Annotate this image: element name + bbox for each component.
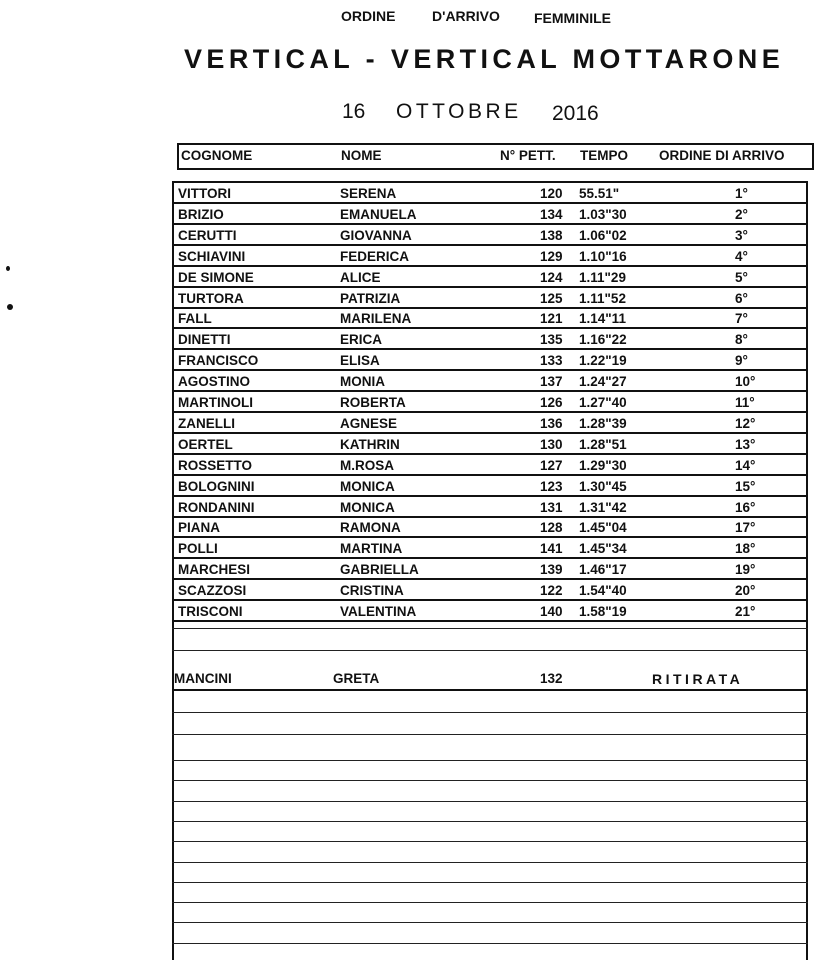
cell-tempo: 1.10"16	[579, 248, 627, 264]
retired-cognome: MANCINI	[174, 671, 232, 686]
column-pettorale: N° PETT.	[500, 148, 556, 163]
cell-nome: EMANUELA	[340, 206, 417, 222]
cell-pettorale: 137	[540, 374, 563, 390]
cell-tempo: 1.45"04	[579, 520, 627, 536]
cell-ordine: 19°	[735, 562, 756, 578]
table-row	[172, 601, 808, 622]
cell-tempo: 1.45"34	[579, 541, 627, 557]
retired-row	[172, 669, 808, 691]
empty-row-line	[172, 712, 808, 713]
table-row	[172, 497, 808, 518]
cell-nome: FEDERICA	[340, 248, 410, 264]
cell-tempo: 1.54"40	[579, 583, 627, 599]
empty-row-line	[172, 882, 808, 883]
empty-row-line	[172, 650, 808, 651]
cell-nome: CRISTINA	[340, 583, 404, 599]
cell-cognome: AGOSTINO	[178, 374, 251, 390]
cell-pettorale: 121	[540, 311, 563, 327]
cell-tempo: 1.46"17	[579, 562, 627, 578]
cell-tempo: 1.58"19	[579, 604, 627, 619]
empty-row-line	[172, 862, 808, 863]
cell-ordine: 6°	[735, 290, 748, 306]
cell-nome: MARILENA	[340, 311, 412, 327]
cell-cognome: PIANA	[178, 520, 221, 536]
cell-nome: ELISA	[340, 353, 380, 369]
cell-nome: MONIA	[340, 374, 385, 390]
cell-cognome: MARCHESI	[178, 562, 251, 578]
retired-nome: GRETA	[333, 671, 380, 686]
cell-nome: GIOVANNA	[340, 227, 412, 243]
cell-ordine: 4°	[735, 248, 748, 264]
cell-cognome: ROSSETTO	[178, 457, 253, 473]
heading-arrivo: D'ARRIVO	[432, 8, 500, 24]
cell-nome: MONICA	[340, 499, 395, 515]
cell-nome: M.ROSA	[340, 457, 394, 473]
cell-ordine: 7°	[735, 311, 748, 327]
cell-cognome: TURTORA	[178, 290, 244, 306]
table-row	[172, 204, 808, 225]
table-row	[172, 267, 808, 288]
cell-ordine: 17°	[735, 520, 756, 536]
cell-pettorale: 131	[540, 499, 563, 515]
cell-ordine: 9°	[735, 353, 748, 369]
empty-row-line	[172, 780, 808, 781]
cell-pettorale: 123	[540, 478, 563, 494]
cell-cognome: DINETTI	[178, 332, 231, 348]
table-row	[172, 476, 808, 497]
date-month: OTTOBRE	[396, 100, 522, 123]
cell-tempo: 1.30"45	[579, 478, 627, 494]
cell-nome: ERICA	[340, 332, 383, 348]
cell-cognome: MARTINOLI	[178, 395, 253, 410]
cell-tempo: 1.22"19	[579, 353, 627, 369]
cell-cognome: CERUTTI	[178, 227, 237, 243]
empty-row-line	[172, 734, 808, 735]
page-title: VERTICAL - VERTICAL MOTTARONE	[184, 44, 785, 74]
cell-ordine: 16°	[735, 499, 756, 515]
table-row	[172, 246, 808, 267]
empty-row-line	[172, 760, 808, 761]
cell-cognome: RONDANINI	[178, 499, 255, 515]
empty-row-line	[172, 821, 808, 822]
cell-ordine: 2°	[735, 206, 748, 222]
table-row	[172, 455, 808, 476]
table-row	[172, 288, 808, 309]
heading-ordine: ORDINE	[341, 8, 396, 24]
table-row	[172, 329, 808, 350]
cell-nome: VALENTINA	[340, 604, 417, 619]
table-row	[172, 225, 808, 246]
cell-pettorale: 139	[540, 562, 563, 578]
cell-tempo: 1.31"42	[579, 499, 627, 515]
cell-ordine: 21°	[735, 604, 756, 619]
cell-ordine: 12°	[735, 415, 756, 431]
date-day: 16	[342, 100, 366, 123]
column-nome: NOME	[341, 148, 382, 163]
column-tempo: TEMPO	[580, 148, 629, 163]
cell-nome: SERENA	[340, 186, 397, 201]
cell-pettorale: 134	[540, 206, 563, 222]
cell-ordine: 20°	[735, 583, 756, 599]
empty-row-line	[172, 841, 808, 842]
cell-pettorale: 136	[540, 415, 563, 431]
table-row	[172, 559, 808, 580]
cell-ordine: 5°	[735, 269, 748, 285]
cell-ordine: 1°	[735, 186, 748, 201]
cell-nome: PATRIZIA	[340, 290, 401, 306]
cell-tempo: 1.24"27	[579, 374, 627, 390]
table-row	[172, 308, 808, 329]
cell-tempo: 1.14"11	[579, 311, 626, 327]
retired-pettorale: 132	[540, 671, 563, 686]
cell-nome: RAMONA	[340, 520, 401, 536]
cell-pettorale: 135	[540, 332, 563, 348]
cell-cognome: FRANCISCO	[178, 353, 259, 369]
cell-cognome: VITTORI	[178, 186, 232, 201]
cell-cognome: BOLOGNINI	[178, 478, 255, 494]
column-ordine: ORDINE DI ARRIVO	[659, 148, 785, 163]
cell-pettorale: 130	[540, 436, 563, 452]
cell-nome: AGNESE	[340, 415, 398, 431]
cell-ordine: 14°	[735, 457, 756, 473]
table-row	[172, 371, 808, 392]
cell-pettorale: 133	[540, 353, 563, 369]
cell-nome: ALICE	[340, 269, 381, 285]
table-row	[172, 392, 808, 413]
table-row	[172, 350, 808, 371]
empty-row-line	[172, 902, 808, 903]
cell-pettorale: 120	[540, 186, 563, 201]
cell-ordine: 13°	[735, 436, 756, 452]
cell-tempo: 1.06"02	[579, 227, 627, 243]
cell-nome: MARTINA	[340, 541, 403, 557]
empty-row-line	[172, 628, 808, 629]
cell-tempo: 1.28"51	[579, 436, 627, 452]
cell-pettorale: 140	[540, 604, 563, 619]
heading-category: FEMMINILE	[534, 10, 611, 26]
table-row	[172, 413, 808, 434]
table-row	[172, 580, 808, 601]
column-cognome: COGNOME	[181, 148, 253, 163]
column-header	[177, 143, 814, 170]
cell-pettorale: 125	[540, 290, 563, 306]
empty-row-line	[172, 922, 808, 923]
cell-cognome: SCAZZOSI	[178, 583, 247, 599]
cell-nome: MONICA	[340, 478, 395, 494]
table-row	[172, 183, 808, 204]
cell-nome: KATHRIN	[340, 436, 400, 452]
cell-cognome: OERTEL	[178, 436, 233, 452]
cell-pettorale: 128	[540, 520, 563, 536]
cell-tempo: 55.51"	[579, 186, 620, 201]
cell-ordine: 3°	[735, 227, 748, 243]
cell-cognome: FALL	[178, 311, 212, 327]
scan-speck	[7, 304, 13, 310]
cell-ordine: 18°	[735, 541, 756, 557]
cell-nome: GABRIELLA	[340, 562, 419, 578]
cell-tempo: 1.27"40	[579, 395, 627, 410]
date-year: 2016	[552, 102, 599, 125]
cell-ordine: 11°	[735, 395, 755, 410]
table-row	[172, 538, 808, 559]
scan-speck	[6, 266, 10, 271]
cell-ordine: 8°	[735, 332, 748, 348]
cell-cognome: SCHIAVINI	[178, 248, 246, 264]
cell-cognome: BRIZIO	[178, 206, 224, 222]
cell-tempo: 1.11"52	[579, 290, 626, 306]
retired-status: RITIRATA	[652, 671, 744, 687]
cell-tempo: 1.11"29	[579, 269, 626, 285]
cell-tempo: 1.29"30	[579, 457, 627, 473]
cell-pettorale: 122	[540, 583, 563, 599]
empty-row-line	[172, 943, 808, 944]
cell-pettorale: 126	[540, 395, 563, 410]
cell-pettorale: 127	[540, 457, 563, 473]
table-row	[172, 517, 808, 538]
cell-pettorale: 141	[540, 541, 563, 557]
cell-tempo: 1.28"39	[579, 415, 627, 431]
cell-ordine: 10°	[735, 374, 756, 390]
cell-pettorale: 129	[540, 248, 563, 264]
cell-cognome: TRISCONI	[178, 604, 243, 619]
cell-pettorale: 138	[540, 227, 563, 243]
cell-cognome: POLLI	[178, 541, 218, 557]
cell-nome: ROBERTA	[340, 395, 406, 410]
cell-cognome: ZANELLI	[178, 415, 235, 431]
cell-pettorale: 124	[540, 269, 563, 285]
cell-ordine: 15°	[735, 478, 756, 494]
table-row	[172, 434, 808, 455]
cell-cognome: DE SIMONE	[178, 269, 254, 285]
empty-row-line	[172, 801, 808, 802]
cell-tempo: 1.16"22	[579, 332, 627, 348]
cell-tempo: 1.03"30	[579, 206, 627, 222]
